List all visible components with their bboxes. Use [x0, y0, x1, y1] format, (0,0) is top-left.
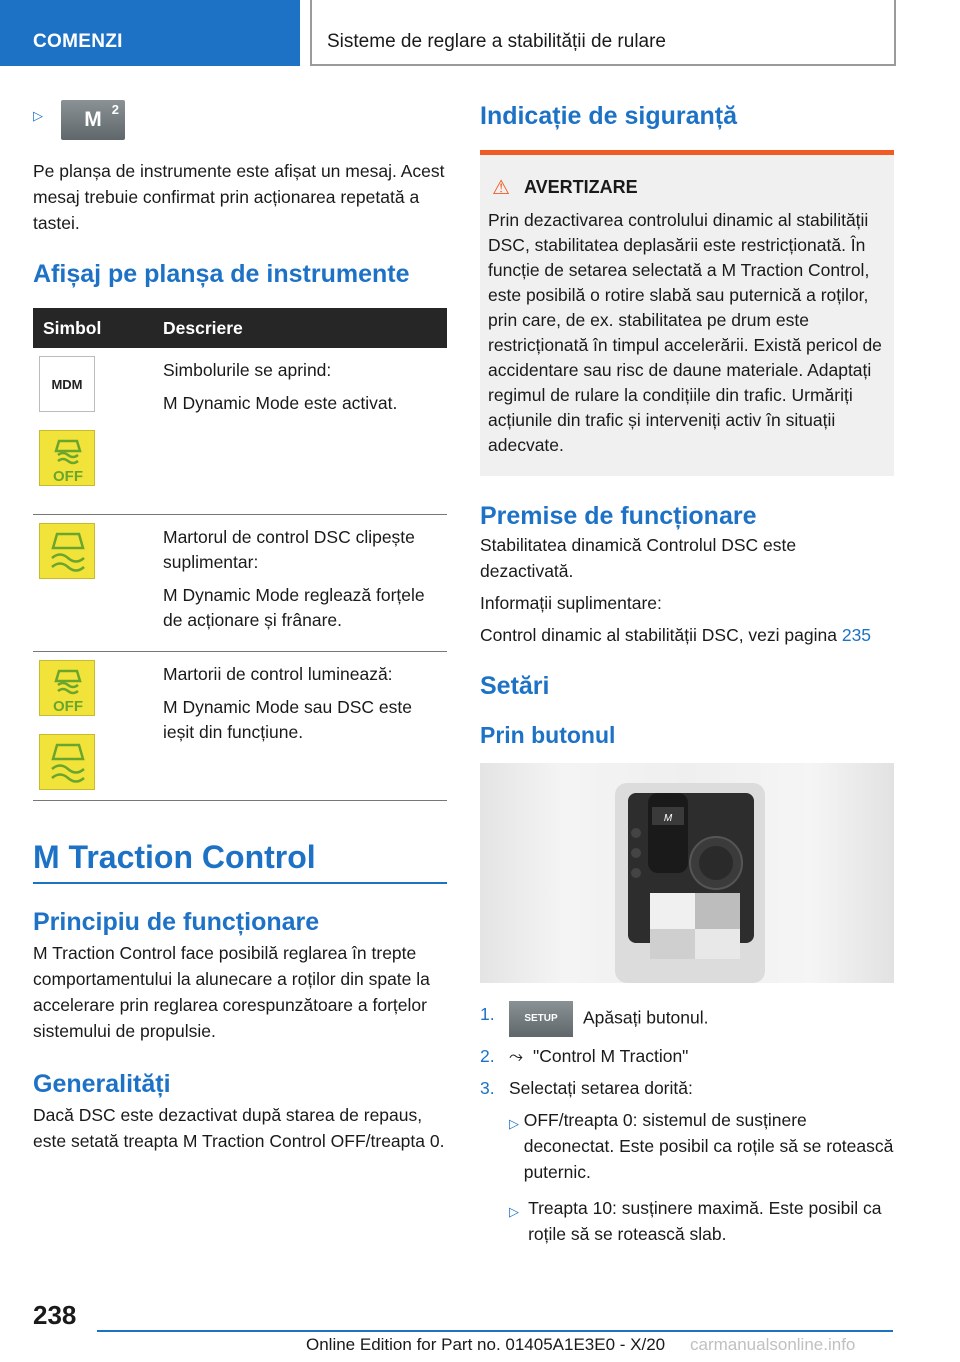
svg-text:OFF: OFF [53, 468, 83, 485]
general-heading: Generalități [33, 1070, 171, 1098]
mdm-indicator-icon: MDM [39, 356, 95, 412]
row-desc-line1: Simbolurile se aprind: [163, 360, 332, 380]
watermark-text: carmanualsonline.info [690, 1335, 856, 1354]
warning-box [480, 150, 894, 476]
list-item: 2. ⤳ "Control M Traction" [480, 1043, 894, 1069]
principle-heading: Principiu de funcționare [33, 908, 320, 936]
list-item: 3. Selectați setarea dorită: [480, 1078, 693, 1098]
edition-text: Online Edition for Part no. 01405A1E3E0 - X/20 [306, 1335, 666, 1354]
symbol-table [33, 308, 447, 801]
dsc-off-indicator-icon [39, 430, 95, 486]
table-row [33, 652, 447, 801]
general-text: Dacă DSC este dezactivat după starea de repaus, este setată treapta M Traction Control OFF/treapta 0. [33, 1105, 445, 1151]
button-subheading: Prin butonul [480, 722, 616, 748]
dsc-off-indicator-icon [39, 660, 95, 716]
mtc-heading: M Traction Control [33, 839, 316, 875]
row-desc-line2: M Dynamic Mode sau DSC este ieșit din funcțiune. [163, 697, 412, 742]
safety-heading: Indicație de siguranță [480, 102, 738, 130]
row-desc-line1: Martorii de control luminează: [163, 664, 393, 684]
principle-text: M Traction Control face posibilă reglarea în trepte comportamentului la alunecare a roților din spate la accelerare prin reglarea corespunzătoare a forțelor sistemului de propulsie. [33, 943, 430, 1041]
triangle-bullet-icon: ▷ [509, 1116, 519, 1131]
col-header-symbol: Simbol [33, 308, 163, 348]
options-list [509, 1107, 894, 1247]
setup-button-icon: SETUP [509, 1001, 573, 1037]
col-header-description: Descriere [163, 308, 447, 348]
triangle-bullet-icon: ▷ [509, 1204, 519, 1219]
display-heading: Afișaj pe planșa de instrumente [33, 260, 410, 288]
dsc-indicator-icon [39, 523, 95, 579]
table-row [33, 515, 447, 652]
section-title: COMENZI [33, 31, 123, 52]
chapter-title: Sisteme de reglare a stabilității de rulare [327, 31, 667, 52]
bullet-item [33, 100, 447, 150]
traction-control-icon: ⤳ [509, 1046, 523, 1066]
row-desc-line2: M Dynamic Mode reglează forțele de acționare și frânare. [163, 585, 425, 630]
cross-reference: Control dinamic al stabilității DSC, vezi pagina 235 [480, 625, 872, 645]
warning-triangle-icon: ⚠ [492, 177, 510, 199]
warning-title: AVERTIZARE [523, 177, 638, 197]
section-tab [0, 0, 300, 66]
premise-text: Stabilitatea dinamică Controlul DSC este dezactivată. [480, 535, 797, 581]
settings-heading: Setări [480, 672, 550, 700]
warning-text: Prin dezactivarea controlului dinamic al stabilității DSC, stabilitatea deplasării este restricționată. În funcție de setarea selectată a M Traction Control, este posibilă o rotire slabă sau puternică a roților, prin care, de ex. stabilitatea pe drum este restricționată în timpul accelerării. Există pericol de accidentare sau risc de daune materiale. Adaptați regimul de rulare la condițiile din trafic. Urmăriți acțiunile din trafic și interveniți activ în situații adecvate. [488, 210, 882, 455]
list-item: ▷ Treapta 10: susținere maximă. Este posibil ca roțile să se rotească slab. [509, 1195, 894, 1247]
steps-list [480, 1001, 894, 1101]
heading-rule [33, 882, 447, 884]
table-row [33, 348, 447, 515]
page-header [0, 0, 960, 66]
premise-heading: Premise de funcționare [480, 502, 757, 530]
center-console-photo [480, 763, 894, 983]
row-desc-line1: Martorul de control DSC clipește suplimentar: [163, 527, 415, 572]
right-column [480, 100, 894, 1257]
dsc-indicator-icon [39, 734, 95, 790]
left-column [33, 100, 447, 1160]
m2-button-icon: M 2 [61, 100, 125, 140]
svg-text:M: M [663, 813, 673, 824]
footer-rule [97, 1330, 893, 1332]
page-reference-link[interactable]: 235 [841, 625, 872, 645]
row-desc-line2: M Dynamic Mode este activat. [163, 393, 398, 413]
page-number: 238 [33, 1300, 77, 1330]
more-info-label: Informații suplimentare: [480, 593, 662, 613]
list-item: 1. SETUP Apăsați butonul. [480, 1001, 894, 1037]
svg-text:OFF: OFF [53, 698, 83, 715]
intro-text: Pe planșa de instrumente este afișat un mesaj. Acest mesaj trebuie confirmat prin acționarea repetată a tastei. [33, 161, 445, 233]
chapter-tab [310, 0, 896, 66]
list-item: ▷ OFF/treapta 0: sistemul de susținere deconectat. Este posibil ca roțile să se rotească puternic. [509, 1107, 894, 1185]
triangle-bullet-icon: ▷ [33, 108, 43, 123]
